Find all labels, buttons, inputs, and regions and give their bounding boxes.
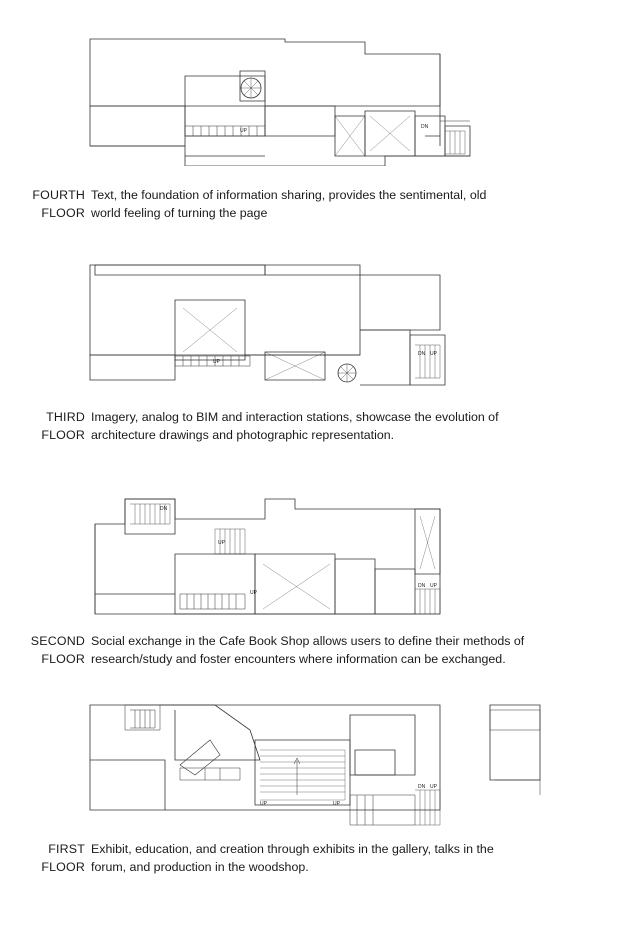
stair-up-tag: UP bbox=[430, 784, 437, 790]
stair-up-tag: UP bbox=[260, 801, 267, 807]
stair-down-tag: DN bbox=[160, 506, 168, 512]
floor-label: THIRD FLOOR bbox=[41, 410, 85, 442]
stair-up-tag: UP bbox=[240, 128, 247, 134]
second-floor-plan bbox=[85, 494, 545, 624]
stair-up-tag: UP bbox=[333, 801, 340, 807]
stair-down-tag: DN bbox=[418, 583, 426, 589]
floor-description: Exhibit, education, and creation through exhibits in the gallery, talks in the forum, and production in the woodshop. bbox=[91, 842, 494, 874]
stair-up-tag: UP bbox=[430, 351, 437, 357]
stair-up-tag: UP bbox=[213, 359, 220, 365]
floor-description: Text, the foundation of information sharing, provides the sentimental, old world feeling of turning the page bbox=[91, 188, 487, 220]
floor-label: FOURTH FLOOR bbox=[32, 188, 85, 220]
fourth-floor-plan bbox=[85, 36, 545, 166]
floor-description: Social exchange in the Cafe Book Shop allows users to define their methods of research/study and foster encounters where information can be exchanged. bbox=[91, 634, 525, 666]
floor-label: FIRST FLOOR bbox=[41, 842, 85, 874]
stair-up-tag: UP bbox=[430, 583, 437, 589]
stair-down-tag: DN bbox=[418, 351, 426, 357]
stair-up-tag: UP bbox=[218, 540, 225, 546]
floor-description: Imagery, analog to BIM and interaction stations, showcase the evolution of architecture drawings and photographic representation. bbox=[91, 410, 499, 442]
stair-down-tag: DN bbox=[418, 784, 426, 790]
floor-label: SECOND FLOOR bbox=[30, 634, 85, 666]
stair-down-tag: DN bbox=[421, 124, 429, 130]
third-floor-plan bbox=[85, 260, 545, 390]
first-floor-plan bbox=[85, 700, 545, 830]
stair-up-tag: UP bbox=[250, 590, 257, 596]
